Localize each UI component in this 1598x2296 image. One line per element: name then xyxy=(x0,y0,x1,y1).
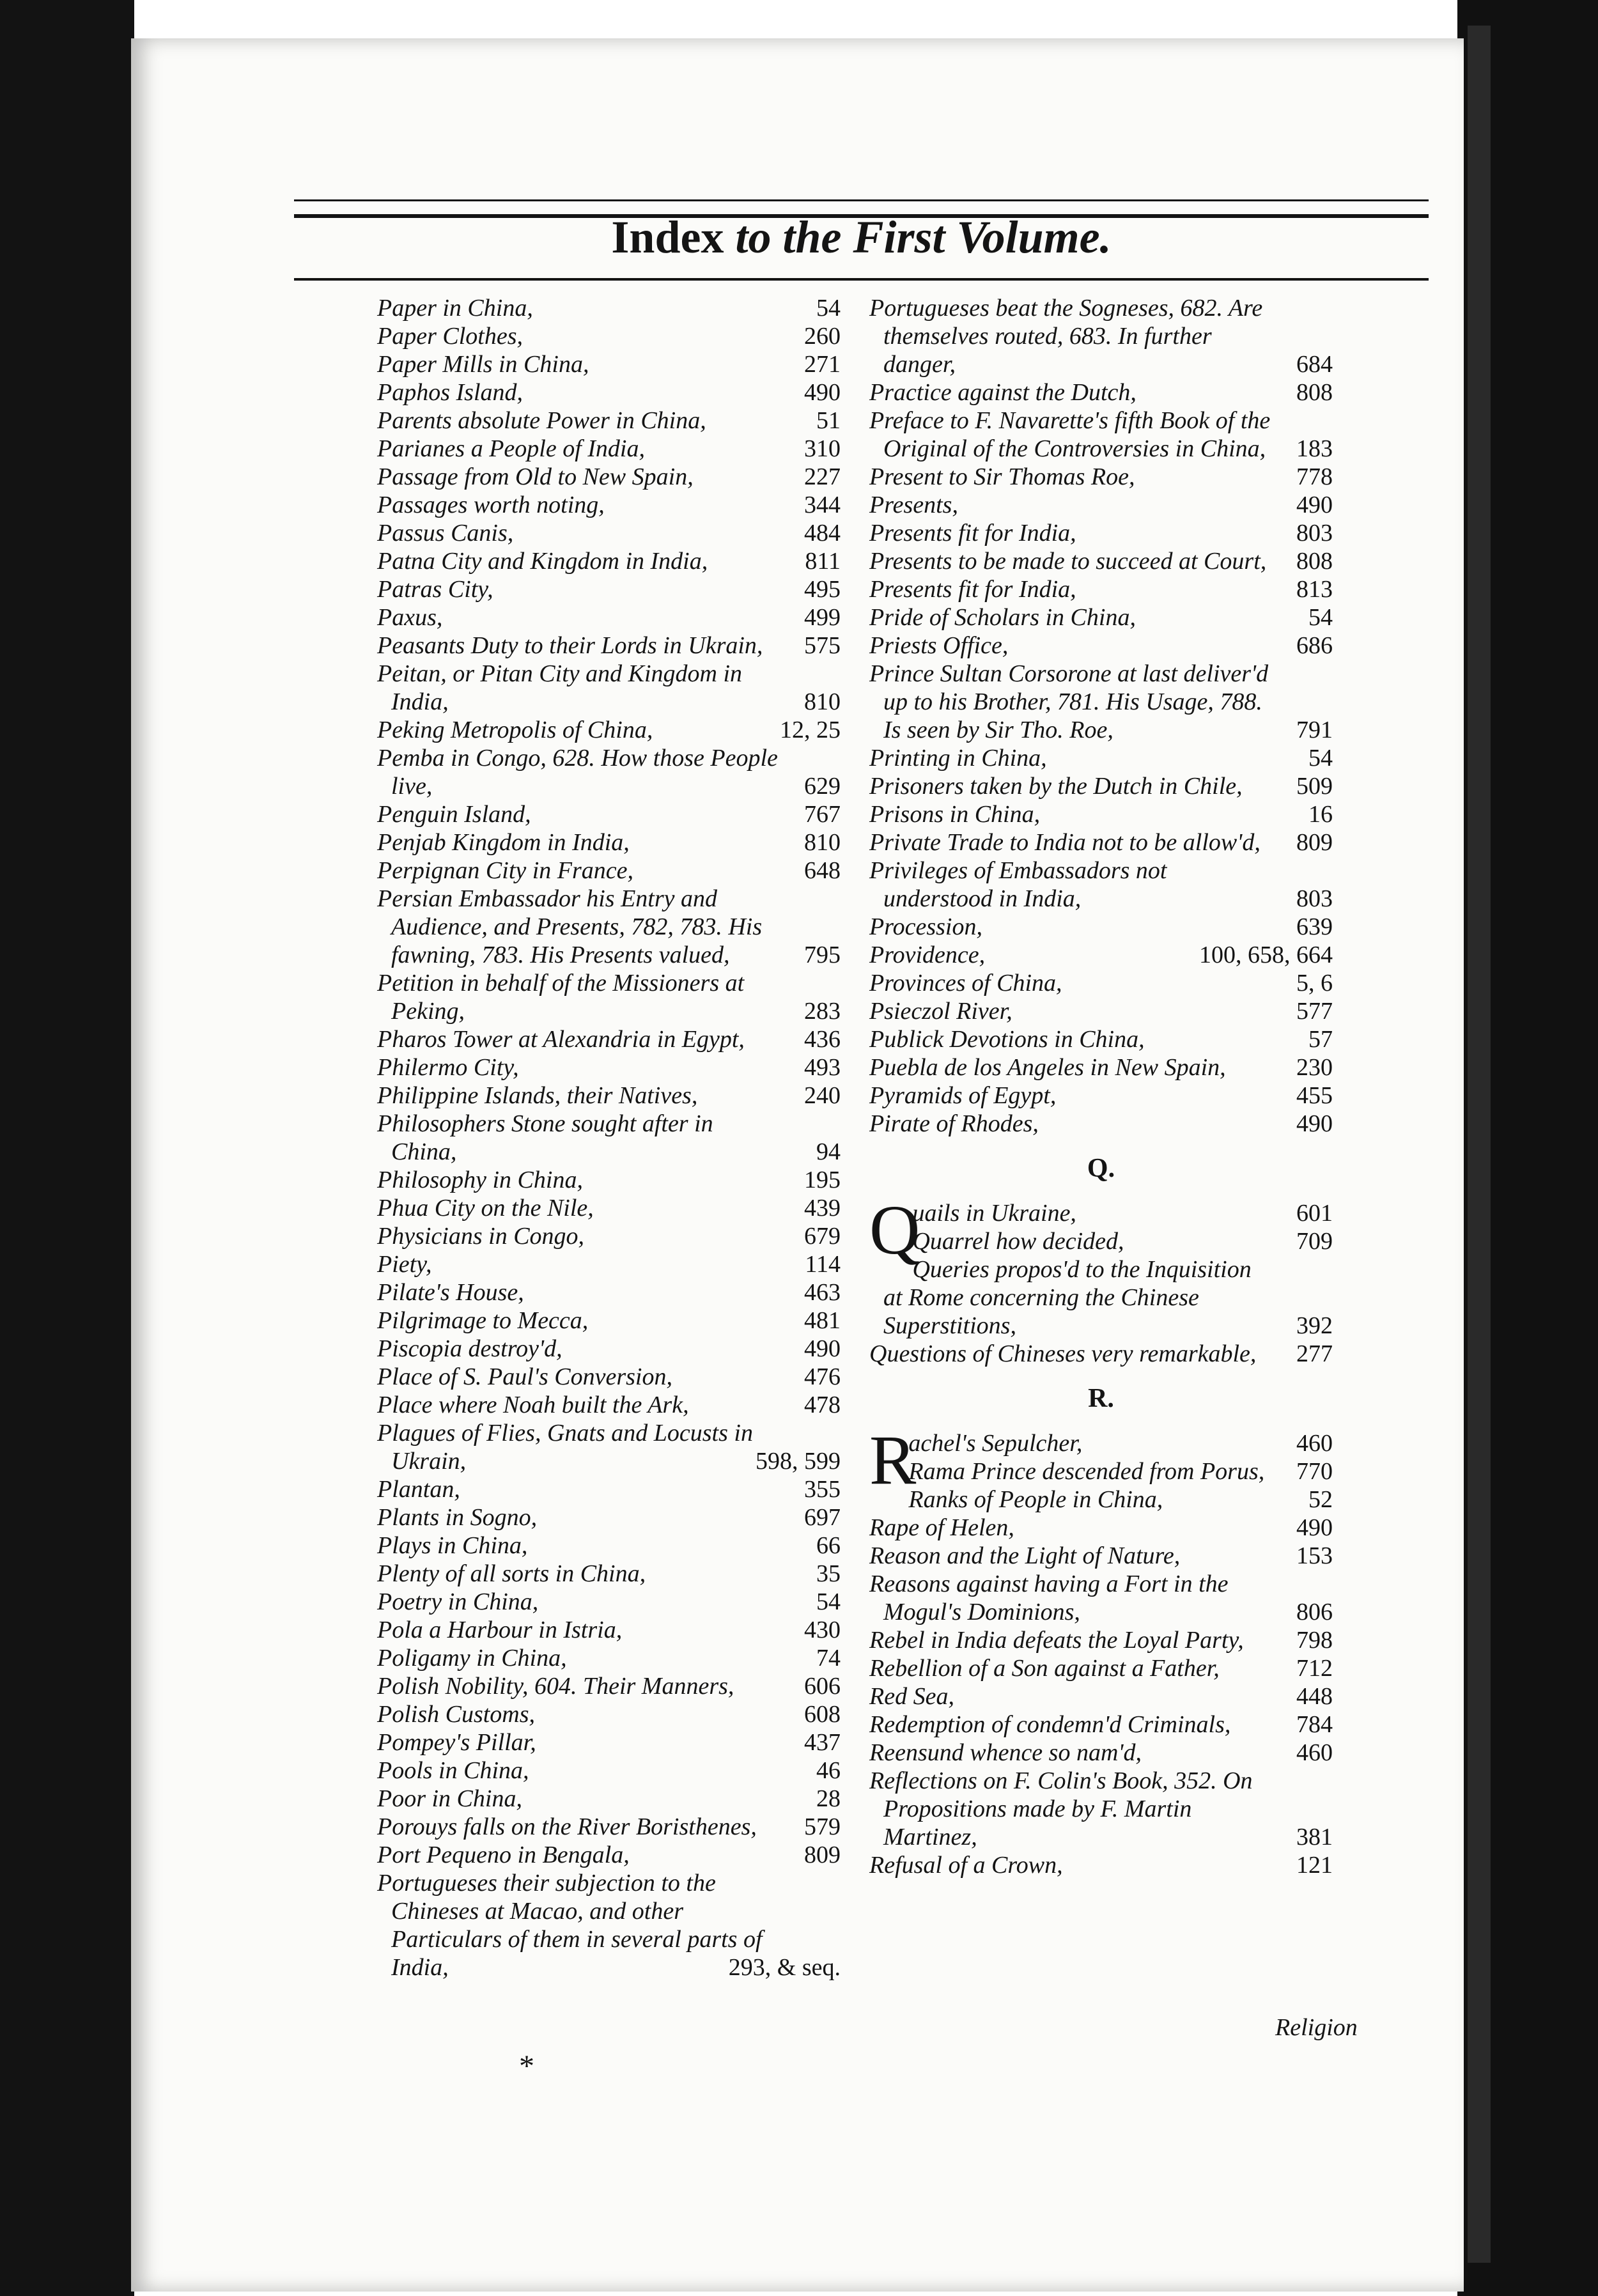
index-entry-term: Practice against the Dutch, xyxy=(869,379,1136,406)
index-entry xyxy=(377,800,841,828)
index-entry-page: 808 xyxy=(1296,548,1333,575)
index-entry xyxy=(869,1227,1333,1255)
section-letter: Q. xyxy=(1087,1154,1115,1183)
index-entry-term: Paper in China, xyxy=(377,295,533,322)
index-entry xyxy=(869,744,1333,772)
index-entry-page: 463 xyxy=(804,1279,841,1306)
index-entry-page: 810 xyxy=(804,688,841,715)
index-entry-page: 54 xyxy=(816,1588,841,1615)
index-entry xyxy=(377,1532,841,1560)
index-entry-page: 679 xyxy=(804,1223,841,1250)
index-entry-term: Passages worth noting, xyxy=(377,492,605,518)
index-entry xyxy=(869,519,1333,547)
index-entry xyxy=(377,491,841,519)
index-entry xyxy=(377,632,841,660)
index-entry xyxy=(377,1419,841,1475)
index-entry-page: 808 xyxy=(1296,379,1333,406)
index-entry-term: Paper Clothes, xyxy=(377,323,523,350)
index-entry-page: 579 xyxy=(804,1813,841,1840)
scan-border-left xyxy=(0,0,134,2296)
index-entry-page: 811 xyxy=(805,548,841,575)
index-entry xyxy=(869,1514,1333,1542)
index-entry xyxy=(869,491,1333,519)
index-entry-term: Reason and the Light of Nature, xyxy=(869,1542,1181,1569)
index-entry xyxy=(377,744,841,800)
index-entry xyxy=(869,857,1333,913)
index-entry xyxy=(377,1588,841,1616)
index-entry-page: 598, 599 xyxy=(756,1448,841,1475)
title-italic-2: First Volume. xyxy=(853,212,1112,263)
index-entry-term: Provinces of China, xyxy=(869,970,1062,997)
index-entry-term: Porouys falls on the River Boristhenes, xyxy=(377,1813,757,1840)
index-entry-term: Presents fit for India, xyxy=(869,520,1076,547)
index-entry-page: 639 xyxy=(1296,913,1333,940)
index-entry-term: Portugueses their subjection to the Chineses at Macao, and other Particulars of them in several parts of India, xyxy=(377,1870,763,1981)
index-entry-term: Passage from Old to New Spain, xyxy=(377,463,694,490)
index-entry-page: 54 xyxy=(816,295,841,322)
index-column-right xyxy=(869,294,1333,1879)
index-entry xyxy=(869,1682,1333,1710)
index-entry-page: 684 xyxy=(1296,351,1333,378)
title-rule xyxy=(294,278,1429,281)
title-roman: Index xyxy=(611,212,724,263)
index-entry-page: 437 xyxy=(804,1729,841,1756)
index-entry-term: Persian Embassador his Entry and Audience, and Presents, 782, 783. His fawning, 783. His Presents valued, xyxy=(377,885,763,968)
index-entry xyxy=(869,660,1333,744)
index-entry-page: 310 xyxy=(804,435,841,462)
index-entry-term: Rape of Helen, xyxy=(869,1514,1014,1541)
index-entry-term: Ranks of People in China, xyxy=(908,1486,1163,1513)
index-entry xyxy=(377,1503,841,1532)
index-entry xyxy=(869,294,1333,378)
index-entry-term: Plays in China, xyxy=(377,1532,528,1559)
index-entry-page: 629 xyxy=(804,773,841,800)
index-entry-page: 712 xyxy=(1296,1655,1333,1682)
index-entry-term: Reasons against having a Fort in the Mogul's Dominions, xyxy=(869,1571,1229,1625)
index-entry-page: 803 xyxy=(1296,520,1333,547)
index-entry-page: 648 xyxy=(804,857,841,884)
index-entry-page: 490 xyxy=(804,379,841,406)
index-entry xyxy=(869,969,1333,997)
index-entry-term: Puebla de los Angeles in New Spain, xyxy=(869,1054,1226,1081)
index-entry-term: Redemption of condemn'd Criminals, xyxy=(869,1711,1231,1738)
index-entry xyxy=(869,1255,1333,1340)
signature-mark: * xyxy=(519,2049,534,2083)
index-entry xyxy=(869,1457,1333,1485)
index-entry-term: Penjab Kingdom in India, xyxy=(377,829,630,856)
index-entry-page: 686 xyxy=(1296,632,1333,659)
index-entry-page: 5, 6 xyxy=(1296,970,1333,997)
index-entry xyxy=(377,575,841,603)
index-entry-page: 260 xyxy=(804,323,841,350)
index-entry xyxy=(377,1278,841,1307)
index-entry xyxy=(377,857,841,885)
index-entry-term: Priests Office, xyxy=(869,632,1009,659)
index-entry-page: 490 xyxy=(804,1335,841,1362)
index-entry-page: 439 xyxy=(804,1195,841,1222)
index-entry xyxy=(377,1363,841,1391)
index-entry xyxy=(377,603,841,632)
index-entry-term: Presents fit for India, xyxy=(869,576,1076,603)
index-entry-term: Polish Nobility, 604. Their Manners, xyxy=(377,1673,734,1700)
index-entry-term: Preface to F. Navarette's fifth Book of the Original of the Controversies in China, xyxy=(869,407,1271,462)
index-entry-term: Pilate's House, xyxy=(377,1279,524,1306)
index-entry-term: Private Trade to India not to be allow'd, xyxy=(869,829,1261,856)
index-entry-page: 806 xyxy=(1296,1599,1333,1625)
index-entry-term: Place where Noah built the Ark, xyxy=(377,1392,689,1418)
index-entry-term: Quarrel how decided, xyxy=(912,1228,1124,1255)
index-entry-page: 499 xyxy=(804,604,841,631)
index-entry-page: 577 xyxy=(1296,998,1333,1025)
index-entry-term: Rebel in India defeats the Loyal Party, xyxy=(869,1627,1244,1654)
index-entry-term: Refusal of a Crown, xyxy=(869,1852,1063,1879)
index-entry-term: Publick Devotions in China, xyxy=(869,1026,1145,1053)
index-entry-term: Perpignan City in France, xyxy=(377,857,634,884)
index-entry xyxy=(869,800,1333,828)
index-entry-term: Patna City and Kingdom in India, xyxy=(377,548,708,575)
index-entry-page: 481 xyxy=(804,1307,841,1334)
index-entry-page: 153 xyxy=(1296,1542,1333,1569)
index-entry-page: 54 xyxy=(1308,745,1333,772)
header-rule-thin xyxy=(294,199,1429,201)
index-entry-page: 601 xyxy=(1296,1200,1333,1227)
index-entry xyxy=(869,1082,1333,1110)
index-entry-term: Piety, xyxy=(377,1251,432,1278)
index-entry-page: 230 xyxy=(1296,1054,1333,1081)
index-entry-term: Poor in China, xyxy=(377,1785,522,1812)
index-entry xyxy=(869,1485,1333,1514)
index-entry-term: Pools in China, xyxy=(377,1757,529,1784)
index-entry-term: Patras City, xyxy=(377,576,493,603)
index-entry-term: Philippine Islands, their Natives, xyxy=(377,1082,698,1109)
index-entry xyxy=(377,969,841,1025)
index-entry xyxy=(869,1710,1333,1739)
index-entry xyxy=(377,1166,841,1194)
index-entry xyxy=(869,1654,1333,1682)
index-entry-term: Red Sea, xyxy=(869,1683,954,1710)
index-entry-page: 46 xyxy=(816,1757,841,1784)
index-entry xyxy=(869,632,1333,660)
index-entry xyxy=(377,1813,841,1841)
index-entry xyxy=(869,407,1333,463)
index-entry-page: 709 xyxy=(1296,1228,1333,1255)
index-entry-term: Presents, xyxy=(869,492,958,518)
index-entry-term: Providence, xyxy=(869,942,986,968)
index-entry-term: Peasants Duty to their Lords in Ukrain, xyxy=(377,632,763,659)
index-entry-term: Pharos Tower at Alexandria in Egypt, xyxy=(377,1026,745,1053)
index-entry-page: 183 xyxy=(1296,435,1333,462)
index-entry-term: Pride of Scholars in China, xyxy=(869,604,1136,631)
index-entry xyxy=(377,1616,841,1644)
index-entry xyxy=(377,463,841,491)
index-entry-page: 813 xyxy=(1296,576,1333,603)
index-entry xyxy=(377,1728,841,1757)
index-entry-page: 52 xyxy=(1308,1486,1333,1513)
drop-cap: Q xyxy=(869,1191,920,1269)
index-entry-term: Philermo City, xyxy=(377,1054,519,1081)
title-italic: to the xyxy=(735,212,842,263)
index-entry xyxy=(377,1307,841,1335)
index-entry-term: Poetry in China, xyxy=(377,1588,539,1615)
index-entry-page: 283 xyxy=(804,998,841,1025)
index-entry-page: 74 xyxy=(816,1645,841,1672)
index-entry-page: 778 xyxy=(1296,463,1333,490)
index-entry-page: 12, 25 xyxy=(780,717,841,743)
index-entry xyxy=(377,350,841,378)
index-entry xyxy=(377,407,841,435)
index-entry xyxy=(377,1391,841,1419)
index-entry xyxy=(377,1644,841,1672)
index-entry-term: Prince Sultan Corsorone at last deliver'd up to his Brother, 781. His Usage, 788. Is seen by Sir Tho. Roe, xyxy=(869,660,1269,743)
index-entry-term: Paxus, xyxy=(377,604,443,631)
index-entry xyxy=(377,828,841,857)
index-entry-term: Pola a Harbour in Istria, xyxy=(377,1617,623,1643)
index-entry-page: 809 xyxy=(804,1842,841,1868)
index-entry-term: Philosophy in China, xyxy=(377,1167,583,1193)
index-entry-page: 240 xyxy=(804,1082,841,1109)
index-entry-page: 697 xyxy=(804,1504,841,1531)
index-entry xyxy=(377,885,841,969)
index-entry-page: 484 xyxy=(804,520,841,547)
index-entry xyxy=(869,1626,1333,1654)
index-entry-term: Privileges of Embassadors not understood in India, xyxy=(869,857,1167,912)
index-entry xyxy=(377,1672,841,1700)
drop-cap: R xyxy=(869,1421,917,1499)
index-entry-page: 35 xyxy=(816,1560,841,1587)
index-entry xyxy=(377,1700,841,1728)
index-entry xyxy=(377,716,841,744)
index-entry-term: Portugueses beat the Sogneses, 682. Are themselves routed, 683. In further danger, xyxy=(869,295,1263,378)
index-entry-term: Peking Metropolis of China, xyxy=(377,717,653,743)
index-entry-page: 121 xyxy=(1296,1852,1333,1879)
index-entry-page: 448 xyxy=(1296,1683,1333,1710)
index-entry-page: 28 xyxy=(816,1785,841,1812)
page-title xyxy=(294,211,1429,264)
index-entry-term: Q uails in Ukraine, xyxy=(869,1191,1076,1269)
index-entry xyxy=(377,1869,841,1982)
index-entry-term: Polish Customs, xyxy=(377,1701,536,1728)
index-entry-term: Penguin Island, xyxy=(377,801,531,828)
index-entry-page: 803 xyxy=(1296,885,1333,912)
index-entry xyxy=(869,828,1333,857)
index-entry-page: 271 xyxy=(804,351,841,378)
index-entry-term: R achel's Sepulcher, xyxy=(869,1421,1083,1499)
index-entry-page: 293, & seq. xyxy=(728,1954,841,1981)
index-entry-page: 16 xyxy=(1308,801,1333,828)
index-entry-page: 436 xyxy=(804,1026,841,1053)
index-entry-term: Pilgrimage to Mecca, xyxy=(377,1307,589,1334)
section-letter: R. xyxy=(1088,1384,1114,1413)
index-entry-term: Peitan, or Pitan City and Kingdom in India, xyxy=(377,660,743,715)
index-entry xyxy=(869,463,1333,491)
index-entry-term: Pyramids of Egypt, xyxy=(869,1082,1057,1109)
index-entry-page: 460 xyxy=(1296,1739,1333,1766)
index-entry-page: 608 xyxy=(804,1701,841,1728)
index-entry xyxy=(869,1053,1333,1082)
index-entry-term: Phua City on the Nile, xyxy=(377,1195,594,1222)
index-entry-term: Reensund whence so nam'd, xyxy=(869,1739,1142,1766)
index-entry-term: Place of S. Paul's Conversion, xyxy=(377,1363,672,1390)
index-entry-term: Present to Sir Thomas Roe, xyxy=(869,463,1135,490)
index-entry-page: 798 xyxy=(1296,1627,1333,1654)
index-entry-term: Port Pequeno in Bengala, xyxy=(377,1842,630,1868)
index-entry xyxy=(869,913,1333,941)
index-entry-page: 493 xyxy=(804,1054,841,1081)
index-entry-page: 795 xyxy=(804,942,841,968)
index-entry-page: 495 xyxy=(804,576,841,603)
index-entry-page: 791 xyxy=(1296,717,1333,743)
page-edge xyxy=(1468,26,1491,2263)
index-entry xyxy=(377,1841,841,1869)
index-entry-page: 57 xyxy=(1308,1026,1333,1053)
index-entry-term: Passus Canis, xyxy=(377,520,514,547)
index-entry-page: 490 xyxy=(1296,492,1333,518)
index-entry-page: 381 xyxy=(1296,1824,1333,1850)
index-entry-page: 392 xyxy=(1296,1312,1333,1339)
index-entry-term: Rama Prince descended from Porus, xyxy=(908,1458,1265,1485)
index-entry-page: 490 xyxy=(1296,1514,1333,1541)
index-entry-term: Rebellion of a Son against a Father, xyxy=(869,1655,1220,1682)
index-entry-term: Poligamy in China, xyxy=(377,1645,567,1672)
index-entry xyxy=(377,1110,841,1166)
index-entry xyxy=(377,435,841,463)
index-entry xyxy=(377,1053,841,1082)
index-entry-page: 575 xyxy=(804,632,841,659)
index-entry-page: 767 xyxy=(804,801,841,828)
index-entry-page: 810 xyxy=(804,829,841,856)
index-entry-page: 784 xyxy=(1296,1711,1333,1738)
index-entry-page: 227 xyxy=(804,463,841,490)
index-entry xyxy=(377,1335,841,1363)
index-entry xyxy=(377,1082,841,1110)
index-entry xyxy=(377,1250,841,1278)
index-entry-page: 455 xyxy=(1296,1082,1333,1109)
index-entry xyxy=(869,772,1333,800)
index-entry xyxy=(869,1851,1333,1879)
index-entry-term: Plants in Sogno, xyxy=(377,1504,538,1531)
index-entry-page: 344 xyxy=(804,492,841,518)
index-entry xyxy=(869,1570,1333,1626)
index-entry xyxy=(377,1475,841,1503)
index-entry xyxy=(869,547,1333,575)
index-entry-term: Prisons in China, xyxy=(869,801,1041,828)
index-entry xyxy=(869,1110,1333,1138)
index-entry-term: Questions of Chineses very remarkable, xyxy=(869,1340,1257,1367)
index-entry xyxy=(377,1560,841,1588)
index-entry xyxy=(377,378,841,407)
index-entry xyxy=(869,1767,1333,1851)
index-entry-page: 430 xyxy=(804,1617,841,1643)
index-entry-term: Procession, xyxy=(869,913,982,940)
index-entry xyxy=(869,1025,1333,1053)
index-entry-term: Printing in China, xyxy=(869,745,1047,772)
index-entry xyxy=(377,1757,841,1785)
index-entry xyxy=(377,660,841,716)
index-entry xyxy=(377,519,841,547)
index-entry-page: 478 xyxy=(804,1392,841,1418)
index-entry-page: 509 xyxy=(1296,773,1333,800)
index-entry-page: 606 xyxy=(804,1673,841,1700)
index-entry-term: Petition in behalf of the Missioners at Peking, xyxy=(377,970,745,1025)
index-entry-page: 195 xyxy=(804,1167,841,1193)
index-entry-page: 54 xyxy=(1308,604,1333,631)
index-entry xyxy=(869,1739,1333,1767)
index-entry-page: 114 xyxy=(805,1251,841,1278)
index-entry-term: Paphos Island, xyxy=(377,379,523,406)
index-entry xyxy=(377,1025,841,1053)
index-entry xyxy=(377,1222,841,1250)
index-entry-term: Piscopia destroy'd, xyxy=(377,1335,562,1362)
index-entry xyxy=(869,941,1333,969)
index-entry xyxy=(377,294,841,322)
index-entry xyxy=(869,378,1333,407)
index-entry-term: Prisoners taken by the Dutch in Chile, xyxy=(869,773,1243,800)
index-entry-page: 100, 658, 664 xyxy=(1199,942,1333,968)
index-entry-page: 490 xyxy=(1296,1110,1333,1137)
index-entry-term: Pirate of Rhodes, xyxy=(869,1110,1039,1137)
index-entry-term: Physicians in Congo, xyxy=(377,1223,585,1250)
index-entry-term: Paper Mills in China, xyxy=(377,351,589,378)
index-entry-page: 770 xyxy=(1296,1458,1333,1485)
index-entry xyxy=(377,322,841,350)
index-entry-page: 355 xyxy=(804,1476,841,1503)
index-entry-term: Pompey's Pillar, xyxy=(377,1729,536,1756)
index-entry-page: 66 xyxy=(816,1532,841,1559)
index-entry-term: Plenty of all sorts in China, xyxy=(377,1560,646,1587)
index-entry xyxy=(377,1194,841,1222)
index-entry-page: 94 xyxy=(816,1138,841,1165)
index-entry-term: Plagues of Flies, Gnats and Locusts in Ukrain, xyxy=(377,1420,753,1475)
index-column-left xyxy=(377,294,841,1982)
index-entry-term: Presents to be made to succeed at Court, xyxy=(869,548,1267,575)
index-entry xyxy=(869,603,1333,632)
index-entry xyxy=(869,1542,1333,1570)
index-entry xyxy=(869,575,1333,603)
index-entry-term: Pemba in Congo, 628. How those People live, xyxy=(377,745,778,800)
catchword: Religion xyxy=(1275,2014,1358,2041)
index-entry-term: Parianes a People of India, xyxy=(377,435,645,462)
index-entry-term: Parents absolute Power in China, xyxy=(377,407,706,434)
index-entry-page: 809 xyxy=(1296,829,1333,856)
index-entry-term: Philosophers Stone sought after in China, xyxy=(377,1110,713,1165)
index-entry xyxy=(869,1340,1333,1368)
index-entry-page: 51 xyxy=(816,407,841,434)
index-entry-page: 476 xyxy=(804,1363,841,1390)
index-entry xyxy=(869,997,1333,1025)
index-entry-term: Psieczol River, xyxy=(869,998,1012,1025)
index-entry-term: Queries propos'd to the Inquisition at Rome concerning the Chinese Superstitions, xyxy=(883,1256,1252,1339)
index-entry xyxy=(377,547,841,575)
index-entry-page: 277 xyxy=(1296,1340,1333,1367)
index-entry-term: Reflections on F. Colin's Book, 352. On Propositions made by F. Martin Martinez, xyxy=(869,1767,1253,1850)
index-entry-page: 460 xyxy=(1296,1430,1333,1457)
index-entry xyxy=(377,1785,841,1813)
index-entry-term: Plantan, xyxy=(377,1476,460,1503)
